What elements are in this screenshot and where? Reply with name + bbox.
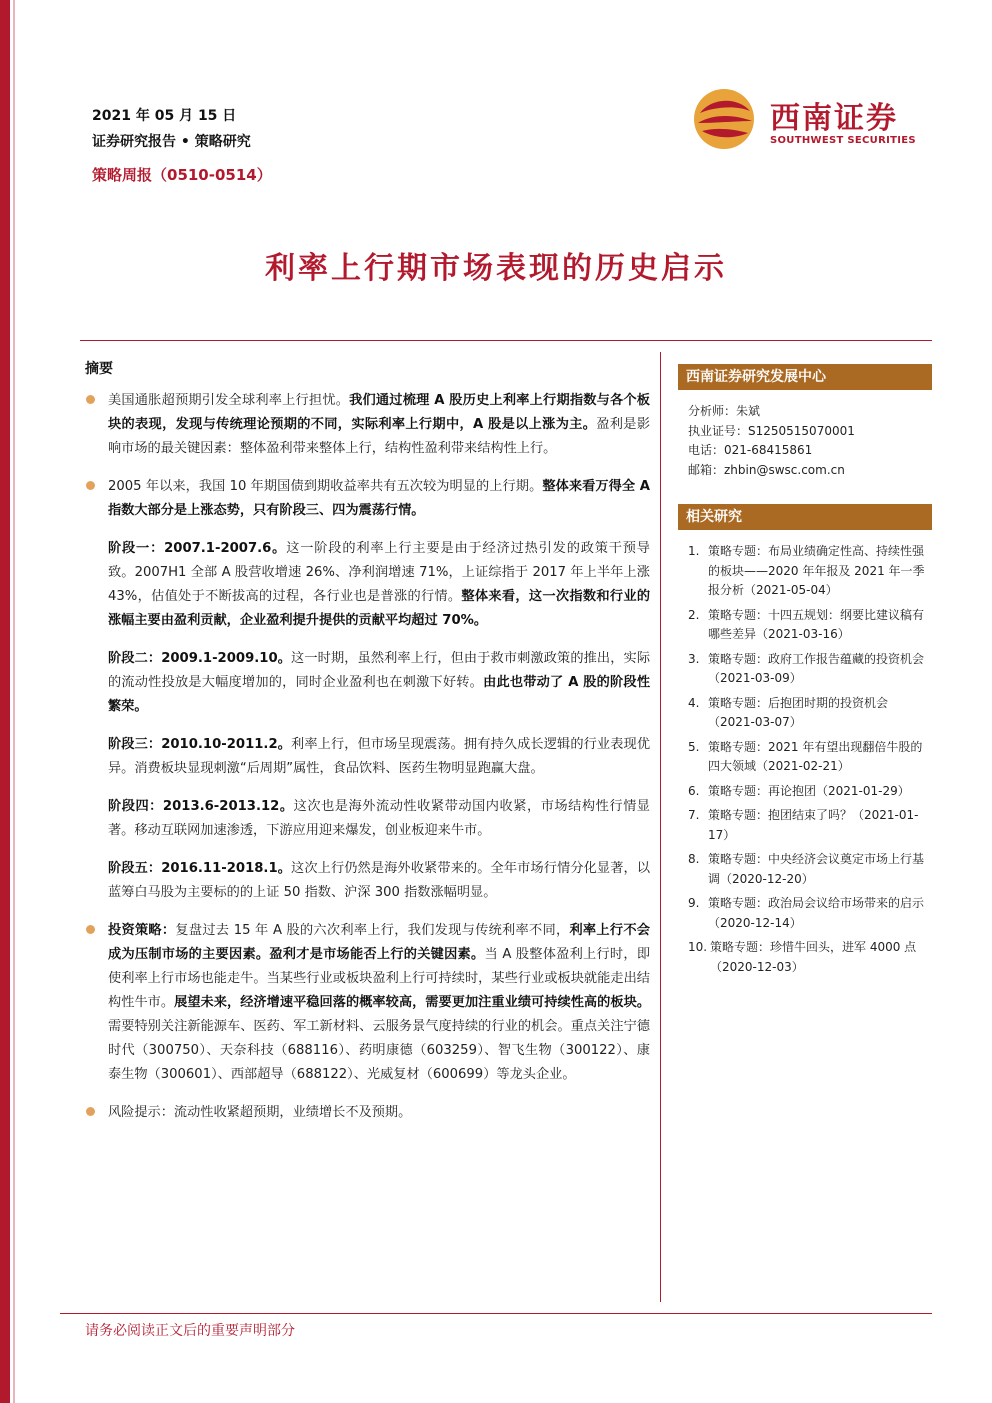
logo-english-name: SOUTHWEST SECURITIES bbox=[770, 135, 916, 146]
text-run: 这一阶段的利率上行主要是由于经济过热引发的政策干预导致。2007H1 全部 A 股营收增速 26%、净利润增速 71%，上证综指于 2017 年上半年上涨 43%，估值处于不断拔高的过程，各行业也是普涨的行情。 bbox=[108, 541, 650, 604]
weekly-label: 策略周报（0510-0514） bbox=[92, 166, 272, 184]
logo-mark-icon bbox=[692, 87, 758, 151]
item-number: 4. bbox=[688, 695, 700, 710]
list-item[interactable] bbox=[688, 782, 932, 802]
footer-disclaimer: 请务必阅读正文后的重要声明部分 bbox=[85, 1323, 295, 1339]
stage-heading: 阶段四：2013.6-2013.12。 bbox=[108, 799, 294, 814]
bold-run: 利率上行不会成为压制市场的主要因素。盈利才是市场能否上行的关键因素。 bbox=[108, 923, 650, 962]
item-text: 策略专题：十四五规划：纲要比建议稿有哪些差异（2021-03-16） bbox=[708, 607, 925, 641]
text-run: 利率上行，但市场呈现震荡。拥有持久成长逻辑的行业表现优异。消费板块显现刺激“后周期”属性，食品饮料、医药生物明显跑赢大盘。 bbox=[108, 737, 651, 776]
text-run: 当 A 股整体盈利上行时，即使利率上行市场也能走牛。当某些行业或板块盈利上行可持续时，某些行业或板块就能走出结构性牛市。 bbox=[108, 947, 651, 1010]
email-address: 邮箱：zhbin@swsc.com.cn bbox=[688, 462, 845, 477]
research-center-title: 西南证券研究发展中心 bbox=[678, 364, 932, 390]
item-text: 策略专题：政治局会议给市场带来的启示（2020-12-14） bbox=[708, 896, 925, 930]
bullet-text bbox=[108, 389, 650, 461]
item-text: 策略专题：再论抱团（2021-01-29） bbox=[708, 783, 910, 798]
list-item[interactable] bbox=[688, 606, 932, 645]
phone-number: 电话：021-68415861 bbox=[688, 443, 813, 457]
abstract-column bbox=[85, 358, 650, 1139]
text-run: 复盘过去 15 年 A 股的六次利率上行，我们发现与传统利率不同， bbox=[175, 923, 570, 938]
item-number: 1. bbox=[688, 544, 700, 558]
item-text: 策略专题：抱团结束了吗？（2021-01-17） bbox=[708, 808, 919, 842]
item-text: 策略专题：中央经济会议奠定市场上行基调（2020-12-20） bbox=[708, 852, 925, 886]
stage-heading: 阶段五：2016.11-2018.1。 bbox=[108, 861, 292, 876]
item-number: 6. bbox=[688, 783, 700, 798]
logo-chinese-name: 西南证券 bbox=[770, 101, 898, 136]
abstract-bullet bbox=[85, 475, 650, 523]
item-number: 8. bbox=[688, 852, 700, 866]
text-run: 盈利是影响市场的最关键因素：整体盈利带来整体上行，结构性盈利带来结构性上行。 bbox=[108, 417, 651, 456]
risk-warning: 风险提示：流动性收紧超预期，业绩增长不及预期。 bbox=[108, 1105, 412, 1120]
bullet-dot-icon bbox=[86, 925, 95, 934]
stage-3-paragraph bbox=[108, 733, 650, 781]
item-text: 策略专题：布局业绩确定性高、持续性强的板块——2020 年年报及 2021 年一季报分析（2021-05-04） bbox=[708, 544, 925, 597]
list-item[interactable] bbox=[688, 738, 932, 777]
top-divider bbox=[80, 340, 932, 341]
bottom-divider bbox=[60, 1313, 932, 1314]
text-run: 这次上行仍然是海外收紧带来的。全年市场行情分化显著，以蓝筹白马股为主要标的的上证 50 指数、沪深 300 指数涨幅明显。 bbox=[108, 861, 651, 900]
item-text: 策略专题：2021 年有望出现翻倍牛股的四大领域（2021-02-21） bbox=[708, 739, 923, 773]
list-item[interactable] bbox=[688, 806, 932, 845]
item-text: 策略专题：珍惜牛回头，进军 4000 点（2020-12-03） bbox=[710, 940, 917, 974]
abstract-bullet bbox=[85, 919, 650, 1087]
bold-run: 投资策略： bbox=[108, 923, 176, 938]
bold-run: 整体来看，这一次指数和行业的涨幅主要由盈利贡献，企业盈利提升提供的贡献平均超过 70%。 bbox=[108, 589, 651, 628]
abstract-bullet bbox=[85, 1101, 650, 1125]
item-number: 9. bbox=[688, 896, 700, 910]
stage-5-paragraph bbox=[108, 857, 650, 905]
text-run: 需要特别关注新能源车、医药、军工新材料、云服务景气度持续的行业的机会。重点关注宁德时代（300750）、天奈科技（688116）、药明康德（603259）、智飞生物（300122）、康泰生物（300601）、西部超导（688122）、光威复材（600699）等龙头企业。 bbox=[108, 1019, 650, 1082]
bullet-dot-icon bbox=[86, 395, 95, 404]
list-item[interactable] bbox=[688, 694, 932, 733]
sidebar bbox=[678, 364, 932, 982]
bold-run: 整体来看万得全 A 指数大部分是上涨态势，只有阶段三、四为震荡行情。 bbox=[108, 479, 650, 518]
brand-logo bbox=[692, 87, 932, 151]
bullet-text bbox=[108, 475, 650, 523]
stage-heading: 阶段三：2010.10-2011.2。 bbox=[108, 737, 292, 752]
report-date: 2021 年 05 月 15 日 bbox=[92, 108, 237, 124]
abstract-heading: 摘要 bbox=[85, 361, 113, 377]
stage-4-paragraph bbox=[108, 795, 650, 843]
list-item[interactable] bbox=[688, 850, 932, 889]
report-title: 利率上行期市场表现的历史启示 bbox=[265, 251, 727, 286]
bullet-text bbox=[108, 919, 650, 1087]
item-text: 策略专题：政府工作报告蕴藏的投资机会（2021-03-09） bbox=[708, 651, 925, 685]
list-item[interactable] bbox=[688, 650, 932, 689]
related-research-title: 相关研究 bbox=[678, 504, 932, 530]
bullet-dot-icon bbox=[86, 1107, 95, 1116]
item-number: 3. bbox=[688, 651, 700, 666]
analyst-contact bbox=[678, 390, 932, 490]
related-research-list bbox=[678, 530, 932, 977]
item-number: 5. bbox=[688, 739, 700, 754]
text-run: 美国通胀超预期引发全球利率上行担忧。 bbox=[108, 393, 350, 408]
stage-2-paragraph bbox=[108, 647, 650, 719]
text-run: 2005 年以来，我国 10 年期国债到期收益率共有五次较为明显的上行期。 bbox=[108, 479, 543, 494]
bold-run: 我们通过梳理 A 股历史上利率上行期指数与各个板块的表现，发现与传统理论预期的不同，实际利率上行期中，A 股是以上涨为主。 bbox=[108, 393, 650, 432]
item-text: 策略专题：后抱团时期的投资机会（2021-03-07） bbox=[708, 695, 889, 729]
column-divider bbox=[660, 352, 661, 1302]
list-item[interactable] bbox=[688, 894, 932, 933]
stage-heading: 阶段二：2009.1-2009.10。 bbox=[108, 651, 292, 666]
stage-1-paragraph bbox=[108, 537, 650, 633]
left-edge-stripe bbox=[13, 0, 15, 1403]
left-edge-bar bbox=[0, 0, 10, 1403]
bold-run: 由此也带动了 A 股的阶段性繁荣。 bbox=[108, 675, 651, 714]
abstract-bullet bbox=[85, 389, 650, 461]
analyst-name: 分析师：朱斌 bbox=[688, 404, 761, 418]
bullet-dot-icon bbox=[86, 481, 95, 490]
list-item[interactable] bbox=[688, 542, 932, 601]
item-number: 7. bbox=[688, 808, 700, 822]
item-number: 2. bbox=[688, 607, 700, 622]
text-run: 这一时期，虽然利率上行，但由于救市刺激政策的推出，实际的流动性投放是大幅度增加的，同时企业盈利也在刺激下好转。 bbox=[108, 651, 651, 690]
bold-run: 展望未来，经济增速平稳回落的概率较高，需要更加注重业绩可持续性高的板块。 bbox=[174, 995, 651, 1010]
stage-heading: 阶段一：2007.1-2007.6。 bbox=[108, 541, 287, 556]
license-number: 执业证号：S1250515070001 bbox=[688, 423, 855, 438]
list-item[interactable] bbox=[688, 938, 932, 977]
item-number: 10. bbox=[688, 940, 708, 954]
report-type: 证券研究报告 • 策略研究 bbox=[92, 134, 251, 150]
text-run: 这次也是海外流动性收紧带动国内收紧，市场结构性行情显著。移动互联网加速渗透，下游应用迎来爆发，创业板迎来牛市。 bbox=[108, 799, 650, 838]
